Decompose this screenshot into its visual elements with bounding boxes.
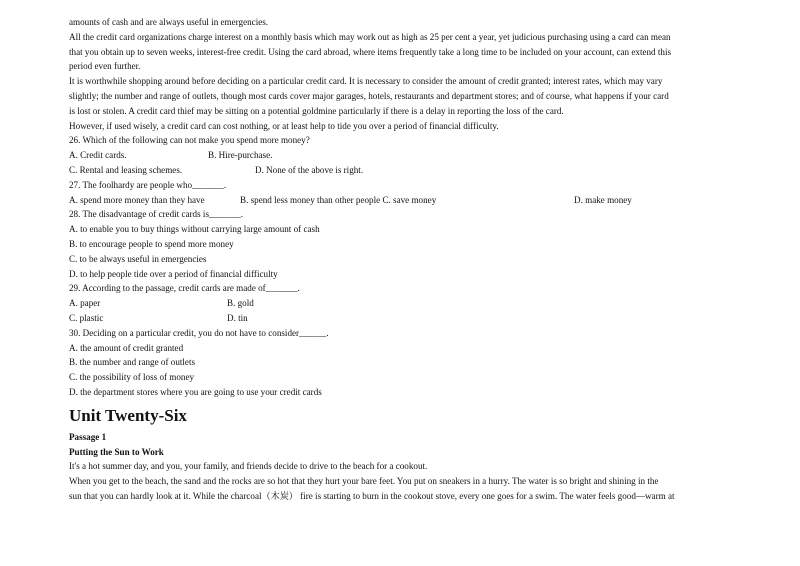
option-29-a: A. paper [69, 298, 101, 309]
option-29-c: C. plastic [69, 312, 104, 323]
option-30-b: B. the number and range of outlets [69, 357, 196, 368]
passage-text-line: period even further. [69, 61, 141, 72]
passage-text-line: When you get to the beach, the sand and the rocks are so hot that they hurt your bare feet. You put on sneakers in a hurry. The water is so bright and shining in the [69, 476, 659, 487]
option-27-d: D. make money [574, 194, 632, 205]
question-29-stem: 29. According to the passage, credit cards are made of_______. [69, 283, 300, 294]
option-29-b: B. gold [227, 298, 254, 309]
option-30-d: D. the department stores where you are going to use your credit cards [69, 386, 322, 397]
option-30-c: C. the possibility of loss of money [69, 372, 195, 383]
passage-text-line: It is worthwhile shopping around before deciding on a particular credit card. It is necessary to consider the amount of credit granted; interest rates, which may vary [69, 76, 663, 87]
option-27-a: A. spend more money than they have [69, 194, 205, 205]
option-26-b: B. Hire-purchase. [208, 150, 273, 161]
passage-text-line: is lost or stolen. A credit card thief may be sitting on a potential goldmine particularly if there is a delay in reporting the loss of the card. [69, 105, 564, 116]
option-29-d: D. tin [227, 312, 248, 323]
question-27-options-row [69, 193, 740, 208]
option-30-a: A. the amount of credit granted [69, 342, 184, 353]
passage-text-line: All the credit card organizations charge interest on a monthly basis which may work out as high as 25 per cent a year, yet judicious purchasing using a card can mean [69, 31, 671, 42]
question-28-stem: 28. The disadvantage of credit cards is_______. [69, 209, 244, 220]
passage-text-line: It's a hot summer day, and you, your family, and friends decide to drive to the beach for a cookout. [69, 461, 428, 472]
question-29-options-row-2 [69, 311, 740, 326]
question-29-options-row-1 [69, 296, 740, 311]
question-26-stem: 26. Which of the following can not make you spend more money? [69, 135, 310, 146]
passage-label: Passage 1 [69, 431, 107, 442]
option-28-a: A. to enable you to buy things without carrying large amount of cash [69, 224, 320, 235]
passage-text-line: slightly; the number and range of outlets, though most cards cover major garages, hotels, restaurants and department stores; and of course, what happens if your card [69, 90, 669, 101]
passage-text-line: that you obtain up to seven weeks, interest-free credit. Using the card abroad, where items frequently take a long time to be included on your account, can extend this [69, 46, 672, 57]
question-30-stem: 30. Deciding on a particular credit, you do not have to consider______. [69, 327, 329, 338]
question-26-options-row-2 [69, 163, 740, 178]
unit-title: Unit Twenty-Six [69, 405, 187, 425]
option-26-c: C. Rental and leasing schemes. [69, 164, 183, 175]
option-27-b-c: B. spend less money than other people C. save money [240, 194, 437, 205]
option-26-d: D. None of the above is right. [255, 164, 364, 175]
question-27-stem: 27. The foolhardy are people who_______. [69, 179, 227, 190]
passage-title: Putting the Sun to Work [69, 446, 164, 457]
passage-text-line: sun that you can hardly look at it. While the charcoal（木炭） fire is starting to burn in the cookout stove, every one goes for a swim. The water feels good—warm at [69, 490, 675, 501]
option-26-a: A. Credit cards. [69, 150, 127, 161]
option-28-c: C. to be always useful in emergencies [69, 253, 207, 264]
option-28-b: B. to encourage people to spend more money [69, 238, 234, 249]
passage-text-line: amounts of cash and are always useful in emergencies. [69, 17, 269, 27]
option-28-d: D. to help people tide over a period of financial difficulty [69, 268, 278, 279]
passage-text-line: However, if used wisely, a credit card can cost nothing, or at least help to tide you over a period of financial difficulty. [69, 120, 499, 131]
question-26-options-row-1 [69, 148, 740, 163]
